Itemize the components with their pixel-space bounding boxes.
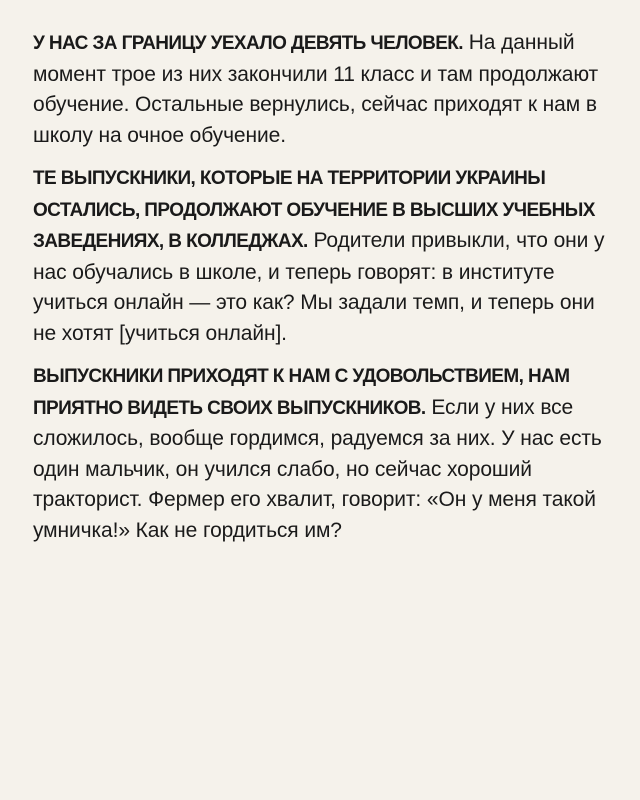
paragraph-2-body: Родители привыкли, что они у нас обучались в школе, и теперь говорят: в институте учиться онлайн — это как? Мы задали темп, и теперь они не хотят [учиться онлайн]. bbox=[33, 229, 605, 345]
paragraph-1-body: На данный момент трое из них закончили 11 класс и там продолжают обучение. Остальные вернулись, сейчас приходят к нам в школу на очное обучение. bbox=[33, 31, 599, 147]
paragraph-1 bbox=[33, 28, 618, 151]
paragraph-3 bbox=[33, 361, 618, 546]
paragraph-1-lead: У НАС ЗА ГРАНИЦУ УЕХАЛО ДЕВЯТЬ ЧЕЛОВЕК. bbox=[33, 33, 463, 54]
article-text bbox=[33, 28, 618, 558]
paragraph-2-lead: ТЕ ВЫПУСКНИКИ, КОТОРЫЕ НА ТЕРРИТОРИИ УКРАИНЫ ОСТАЛИСЬ, ПРОДОЛЖАЮТ ОБУЧЕНИЕ В ВЫСШИХ УЧЕБНЫХ ЗАВЕДЕНИЯХ, В КОЛЛЕДЖАХ. bbox=[33, 168, 595, 252]
paragraph-3-body: Если у них все сложилось, вообще гордимся, радуемся за них. У нас есть один мальчик, он учился слабо, но сейчас хороший тракторист. Фермер его хвалит, говорит: «Он у меня такой умничка!» Как не гордиться им? bbox=[33, 395, 602, 542]
paragraph-2 bbox=[33, 163, 618, 349]
paragraph-3-lead: ВЫПУСКНИКИ ПРИХОДЯТ К НАМ С УДОВОЛЬСТВИЕМ, НАМ ПРИЯТНО ВИДЕТЬ СВОИХ ВЫПУСКНИКОВ. bbox=[33, 366, 570, 419]
